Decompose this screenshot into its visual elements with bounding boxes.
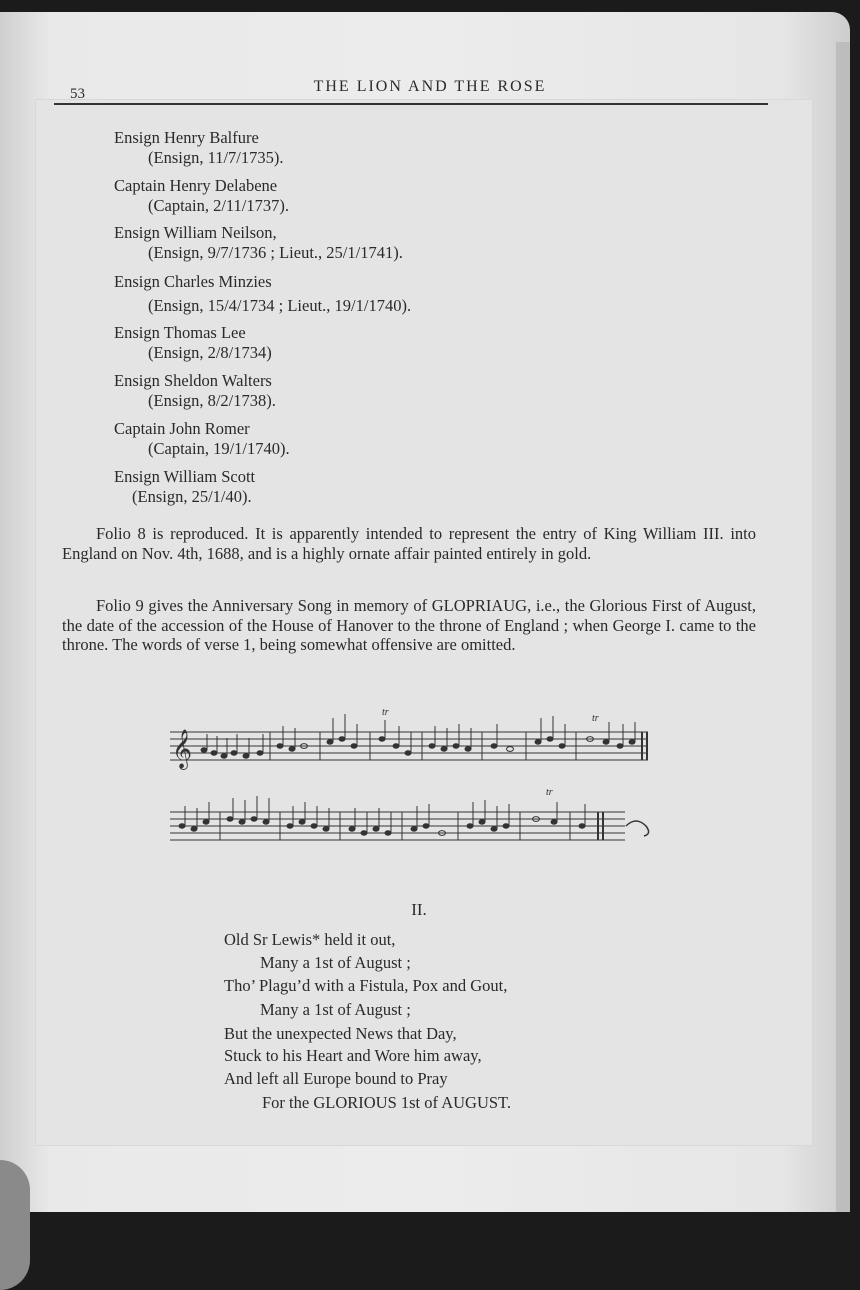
officer-name: Captain John Romer — [114, 419, 250, 438]
officer-name: Ensign Thomas Lee — [114, 323, 246, 342]
officer-detail: (Ensign, 2/8/1734) — [148, 343, 272, 362]
trill-mark: tr — [546, 787, 553, 798]
officer-detail: (Ensign, 15/4/1734 ; Lieut., 19/1/1740). — [148, 296, 412, 315]
officer-name: Captain Henry Delabene — [114, 176, 278, 195]
page-edge — [836, 42, 850, 1212]
verse-line: Stuck to his Heart and Wore him away, — [224, 1046, 482, 1065]
officer-entry — [114, 419, 290, 459]
officer-entry — [114, 467, 255, 507]
page-number: 53 — [70, 86, 85, 102]
verse-line: And left all Europe bound to Pray — [224, 1069, 448, 1088]
svg-text:𝄞: 𝄞 — [172, 729, 193, 769]
officer-detail: (Captain, 19/1/1740). — [148, 439, 290, 458]
thumb — [0, 1160, 30, 1290]
paragraph-folio-8: Folio 8 is reproduced. It is apparently intended to represent the entry of King William III. into England on Nov. 4th, 1688, and is a highly ornate affair painted entirely in gold. — [62, 524, 756, 563]
verse-line: Old Sr Lewis* held it out, — [224, 930, 396, 949]
officer-name: Ensign Charles Minzies — [114, 272, 272, 291]
officer-detail: (Ensign, 11/7/1735). — [148, 148, 284, 167]
music-staff-line-1 — [170, 712, 650, 772]
running-title: THE LION AND THE ROSE — [313, 78, 547, 95]
trill-mark: tr — [382, 707, 389, 718]
officer-detail: (Ensign, 8/2/1738). — [148, 391, 276, 410]
paragraph-folio-9: Folio 9 gives the Anniversary Song in memory of GLOPRIAUG, i.e., the Glorious First of August, the date of the accession of the House of Hanover to the throne of England ; when George I. came to the throne. The words of verse 1, being somewhat offensive are omitted. — [62, 596, 756, 654]
officer-name: Ensign William Scott — [114, 467, 256, 486]
officer-detail: (Captain, 2/11/1737). — [148, 196, 289, 215]
officer-name: Ensign Henry Balfure — [114, 128, 259, 147]
officer-name: Ensign William Neilson, — [114, 223, 277, 242]
header-rule — [54, 103, 768, 105]
verse-line: Many a 1st of August ; — [260, 1000, 411, 1019]
officer-entry — [114, 371, 276, 411]
verse-line: For the GLORIOUS 1st of AUGUST. — [262, 1093, 512, 1112]
trill-mark: tr — [592, 713, 599, 724]
officer-entry — [114, 323, 272, 363]
officer-detail: (Ensign, 9/7/1736 ; Lieut., 25/1/1741). — [148, 243, 403, 262]
verse-number: II. — [411, 900, 427, 919]
officer-entry — [114, 270, 411, 318]
verse-line: Many a 1st of August ; — [260, 953, 411, 972]
verse-line: Tho’ Plagu’d with a Fistula, Pox and Gout, — [224, 976, 508, 995]
verse-line: But the unexpected News that Day, — [224, 1024, 457, 1043]
officer-entry — [114, 176, 289, 216]
officer-entry — [114, 128, 284, 168]
officer-entry — [114, 223, 403, 263]
officer-name: Ensign Sheldon Walters — [114, 371, 272, 390]
officer-detail: (Ensign, 25/1/40). — [132, 487, 252, 506]
music-staff-line-2 — [170, 792, 665, 852]
